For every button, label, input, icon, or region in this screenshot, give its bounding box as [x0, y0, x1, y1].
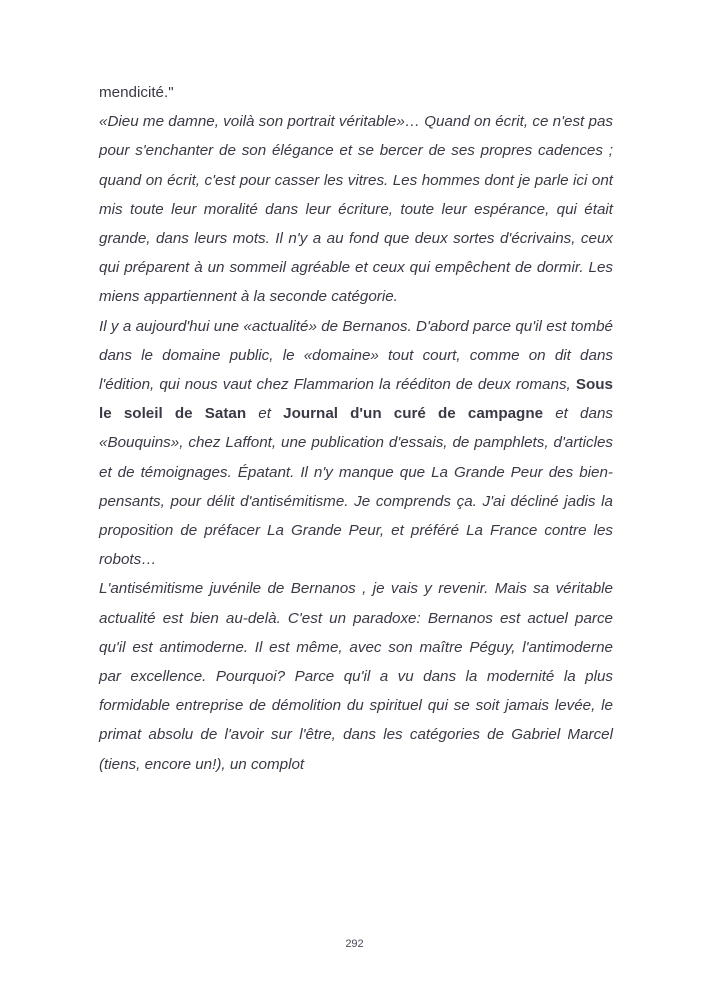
page-number: 292	[345, 938, 364, 950]
text-run: mendicité."	[99, 84, 174, 101]
paragraph-4	[99, 574, 613, 778]
paragraph-3	[99, 312, 613, 575]
text-run: L'antisémitisme juvénile de Bernanos , je vais y revenir. Mais sa véritable actualité est bien au-delà. C'est un paradoxe: Bernanos est actuel parce qu'il est antimoderne. Il est même, avec son maître Péguy, l'antimoderne par excellence. Pourquoi? Parce qu'il a vu dans la modernité la plus formidable entreprise de démolition du spirituel qui se soit jamais levée, le primat absolu de l'avoir sur l'être, dans les catégories de Gabriel Marcel (tiens, encore un!), un complot	[99, 580, 613, 773]
paragraph-2	[99, 107, 613, 311]
text-run: Il y a aujourd'hui une «actualité» de Bernanos. D'abord parce qu'il est tombé dans le domaine public, le «domaine» tout court, comme on dit dans l'édition, qui nous vaut chez Flammarion la rééditon de deux romans,	[99, 317, 613, 394]
text-run: «Dieu me damne, voilà son portrait véritable»… Quand on écrit, ce n'est pas pour s'enchanter de son élégance et se bercer de ses propres cadences ; quand on écrit, c'est pour casser les vitres. Les hommes dont je parle ici ont mis toute leur moralité dans leur écriture, toute leur espérance, qui était grande, dans leurs mots. Il n'y a au fond que deux sortes d'écrivains, ceux qui préparent à un sommeil agréable et ceux qui empêchent de dormir. Les miens appartiennent à la seconde catégorie.	[99, 113, 613, 306]
text-run: et	[246, 405, 284, 423]
text-run: et dans «Bouquins», chez Laffont, une publication d'essais, de pamphlets, d'articles et de témoignages. Épatant. Il n'y manque que La Grande Peur des bien-pensants, pour délit d'antisémitisme. Je comprends ça. J'ai décliné jadis la proposition de préfacer La Grande Peur, et préféré La France contre les robots…	[99, 405, 613, 569]
paragraph-1	[99, 78, 613, 107]
book-title-journal-d-un-cure-de-campagne: Journal d'un curé de campagne	[283, 405, 544, 423]
book-title-sous-le-soleil-de-satan: Sous le soleil de Satan	[99, 376, 613, 423]
page-text-body	[99, 78, 613, 779]
